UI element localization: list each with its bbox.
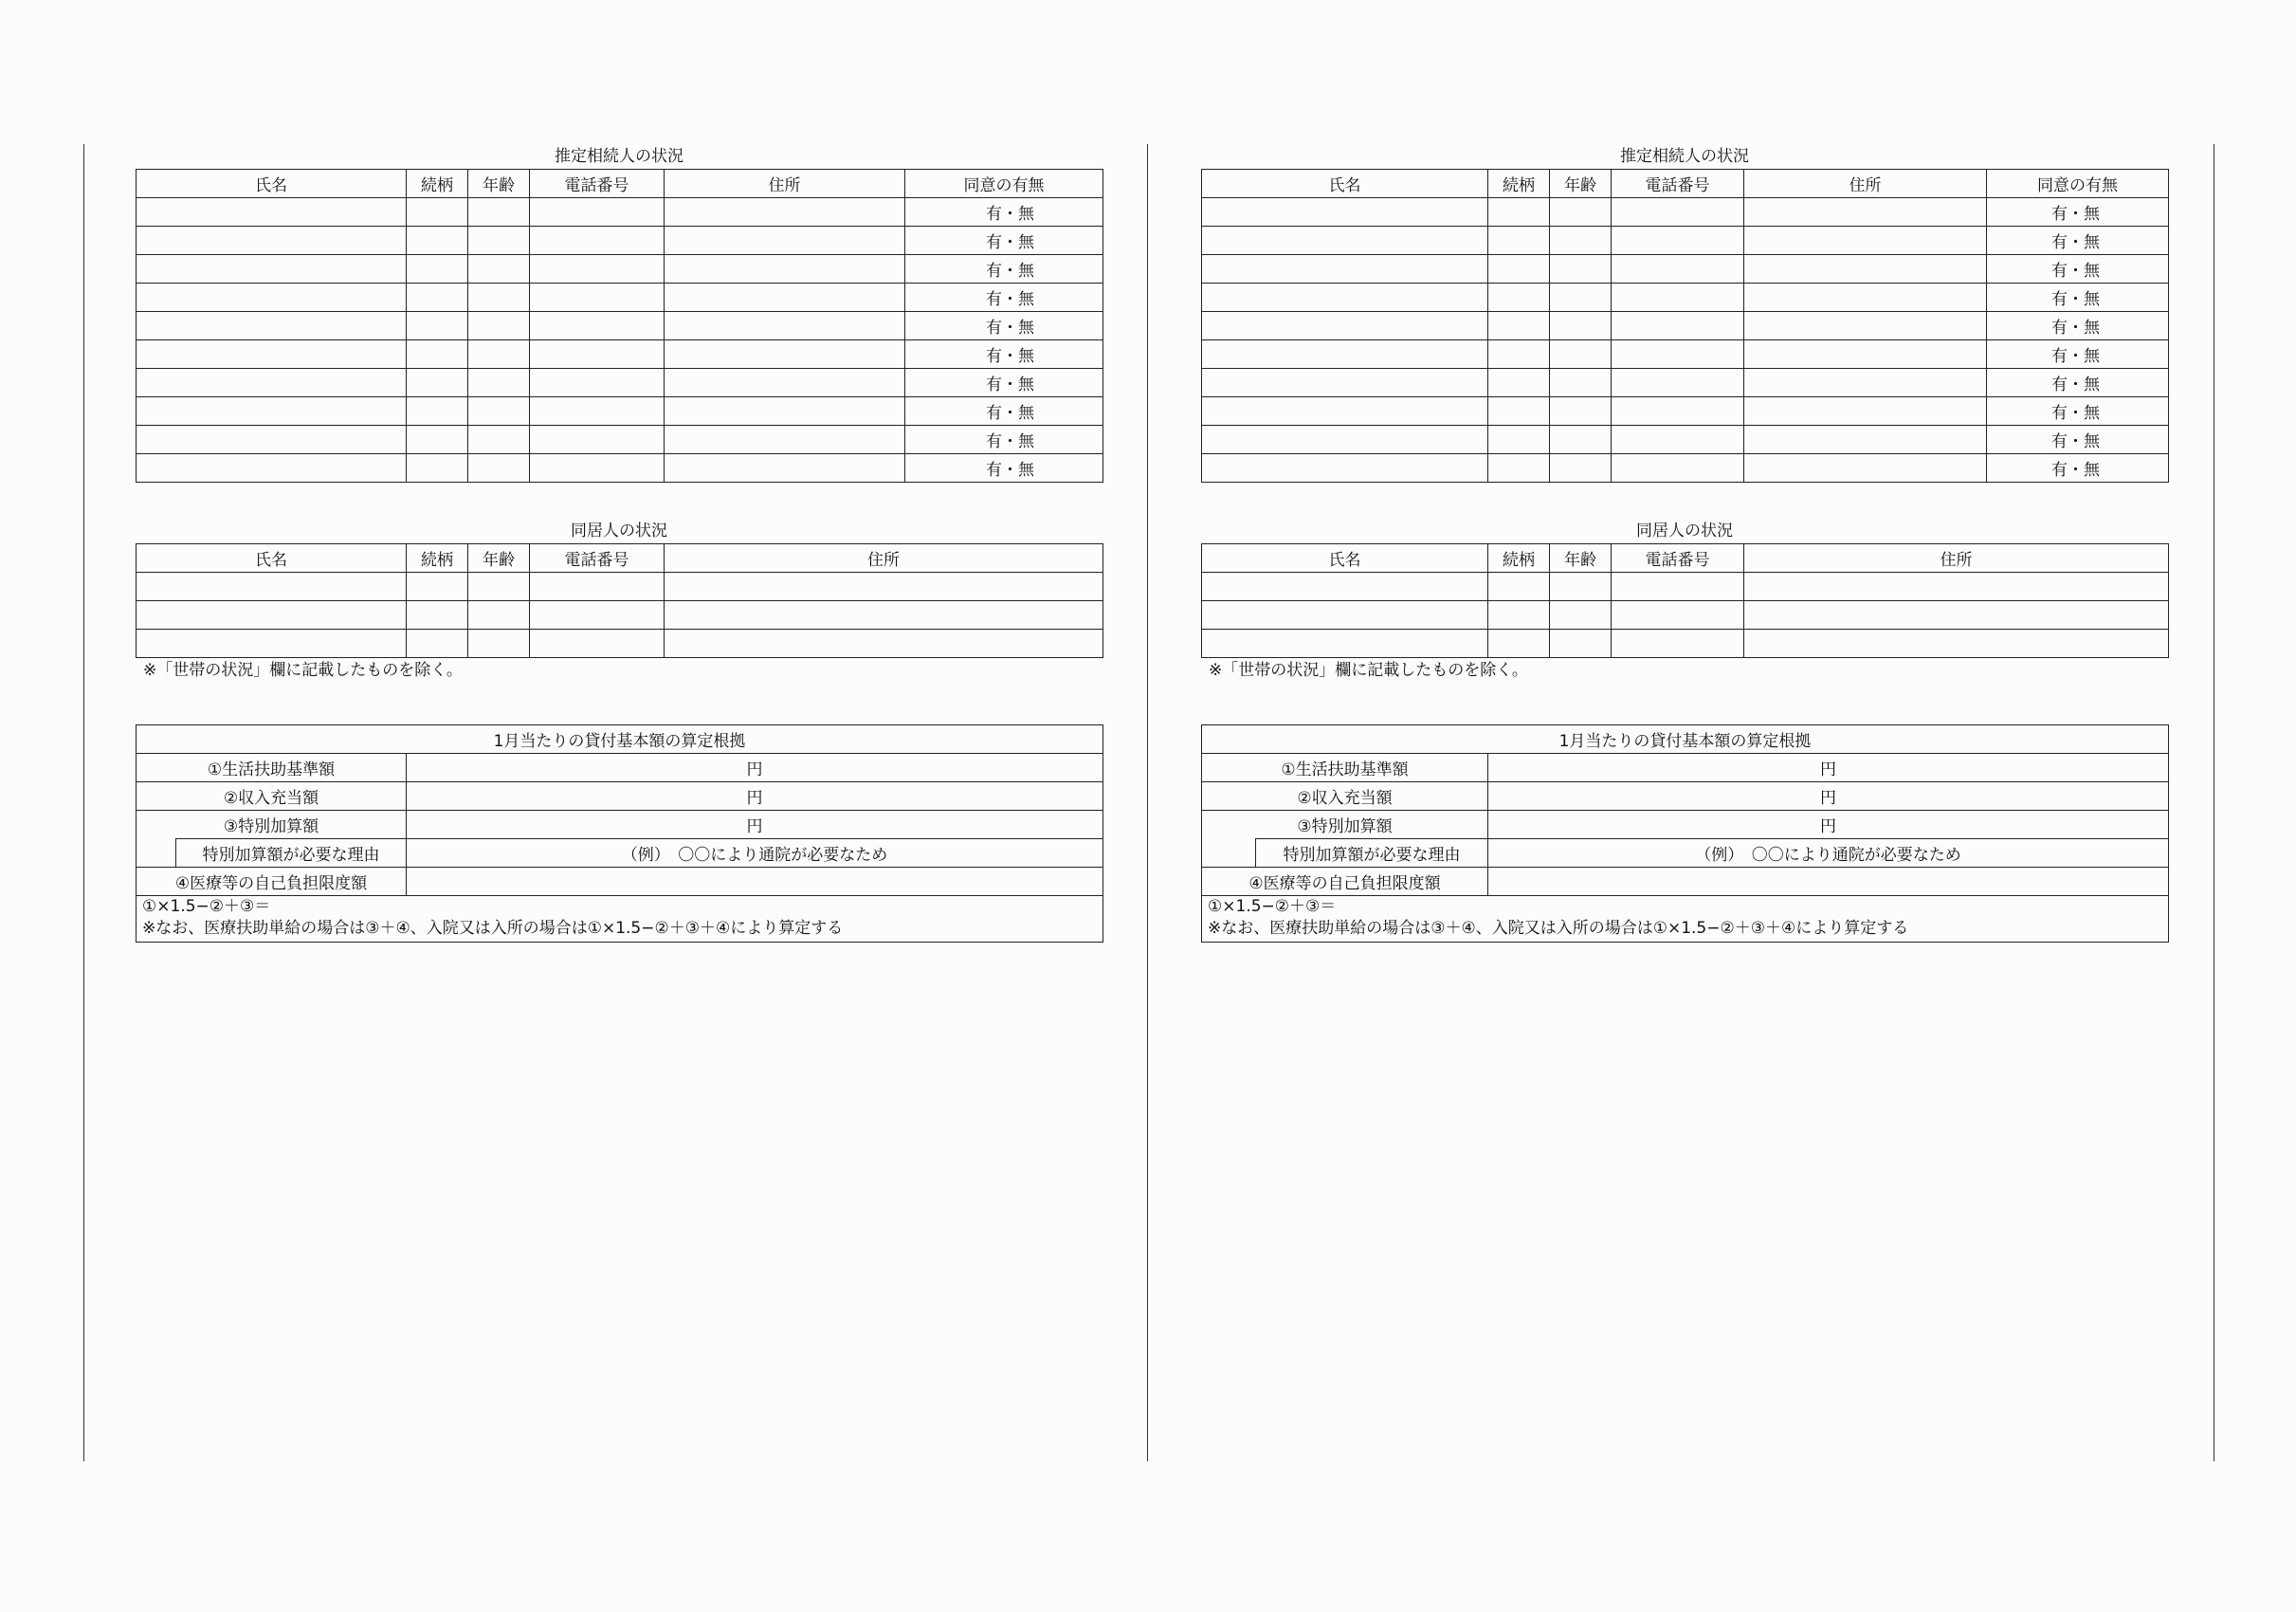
age-cell[interactable] bbox=[1550, 601, 1612, 630]
header-age: 年齢 bbox=[468, 170, 530, 198]
inheritors-title: 推定相続人の状況 bbox=[1620, 147, 1749, 166]
name-cell[interactable] bbox=[1202, 369, 1488, 397]
reason-label: 特別加算額が必要な理由 bbox=[1256, 839, 1488, 868]
relation-cell[interactable] bbox=[1488, 312, 1550, 340]
medical-limit-label: ④医療等の自己負担限度額 bbox=[1202, 868, 1488, 896]
address-cell[interactable] bbox=[1744, 601, 2169, 630]
inheritor-row bbox=[1202, 198, 2169, 227]
relation-cell[interactable] bbox=[407, 369, 468, 397]
age-cell[interactable] bbox=[468, 340, 530, 369]
header-phone: 電話番号 bbox=[1612, 170, 1744, 198]
header-phone: 電話番号 bbox=[530, 544, 665, 573]
name-cell[interactable] bbox=[137, 369, 407, 397]
inheritor-row bbox=[137, 255, 1103, 284]
inheritors-body bbox=[137, 198, 1103, 483]
relation-cell[interactable] bbox=[1488, 227, 1550, 255]
relation-cell[interactable] bbox=[407, 630, 468, 658]
name-cell[interactable] bbox=[1202, 284, 1488, 312]
relation-cell[interactable] bbox=[1488, 397, 1550, 426]
cohabitants-header-row bbox=[1202, 544, 2169, 573]
phone-cell[interactable] bbox=[530, 227, 665, 255]
phone-cell[interactable] bbox=[530, 630, 665, 658]
header-relation: 続柄 bbox=[407, 544, 468, 573]
header-relation: 続柄 bbox=[1488, 544, 1550, 573]
consent-cell[interactable]: 有・無 bbox=[1987, 312, 2169, 340]
inheritor-row bbox=[137, 369, 1103, 397]
name-cell[interactable] bbox=[1202, 397, 1488, 426]
relation-cell[interactable] bbox=[407, 397, 468, 426]
consent-cell[interactable]: 有・無 bbox=[1987, 454, 2169, 483]
inheritor-row bbox=[1202, 255, 2169, 284]
relation-cell[interactable] bbox=[407, 198, 468, 227]
age-cell[interactable] bbox=[468, 255, 530, 284]
reason-value[interactable]: （例） 〇〇により通院が必要なため bbox=[1488, 839, 2169, 868]
name-cell[interactable] bbox=[137, 630, 407, 658]
indent-cell bbox=[137, 839, 176, 868]
age-cell[interactable] bbox=[468, 630, 530, 658]
age-cell[interactable] bbox=[468, 198, 530, 227]
address-cell[interactable] bbox=[1744, 397, 1987, 426]
age-cell[interactable] bbox=[468, 284, 530, 312]
cohabitants-header-row bbox=[137, 544, 1103, 573]
phone-cell[interactable] bbox=[1612, 284, 1744, 312]
phone-cell[interactable] bbox=[530, 426, 665, 454]
name-cell[interactable] bbox=[137, 454, 407, 483]
phone-cell[interactable] bbox=[1612, 369, 1744, 397]
inheritors-header-row bbox=[137, 170, 1103, 198]
special-addition-value[interactable]: 円 bbox=[1488, 811, 2169, 839]
income-value[interactable]: 円 bbox=[1488, 782, 2169, 811]
relation-cell[interactable] bbox=[407, 601, 468, 630]
age-cell[interactable] bbox=[1550, 227, 1612, 255]
medical-limit-value[interactable] bbox=[1488, 868, 2169, 896]
header-phone: 電話番号 bbox=[1612, 544, 1744, 573]
inheritor-row bbox=[1202, 369, 2169, 397]
age-cell[interactable] bbox=[1550, 397, 1612, 426]
address-cell[interactable] bbox=[665, 630, 1103, 658]
phone-cell[interactable] bbox=[1612, 227, 1744, 255]
address-cell[interactable] bbox=[1744, 340, 1987, 369]
phone-cell[interactable] bbox=[1612, 601, 1744, 630]
cohabitants-table bbox=[136, 543, 1103, 658]
calc-table bbox=[1201, 724, 2169, 943]
address-cell[interactable] bbox=[1744, 426, 1987, 454]
special-addition-value[interactable]: 円 bbox=[407, 811, 1103, 839]
phone-cell[interactable] bbox=[530, 340, 665, 369]
header-relation: 続柄 bbox=[1488, 170, 1550, 198]
cohabitant-row bbox=[137, 573, 1103, 601]
address-cell[interactable] bbox=[1744, 454, 1987, 483]
income-label: ②収入充当額 bbox=[1202, 782, 1488, 811]
cohabitant-row bbox=[137, 630, 1103, 658]
inheritor-row bbox=[1202, 312, 2169, 340]
phone-cell[interactable] bbox=[530, 312, 665, 340]
inheritor-row bbox=[1202, 284, 2169, 312]
age-cell[interactable] bbox=[1550, 369, 1612, 397]
address-cell[interactable] bbox=[665, 369, 905, 397]
header-name: 氏名 bbox=[137, 170, 407, 198]
cohabitants-body bbox=[1202, 573, 2169, 658]
cohabitants-title: 同居人の状況 bbox=[571, 522, 667, 540]
address-cell[interactable] bbox=[665, 454, 905, 483]
address-cell[interactable] bbox=[1744, 630, 2169, 658]
relation-cell[interactable] bbox=[1488, 426, 1550, 454]
consent-cell[interactable]: 有・無 bbox=[1987, 284, 2169, 312]
name-cell[interactable] bbox=[1202, 454, 1488, 483]
consent-cell[interactable]: 有・無 bbox=[1987, 369, 2169, 397]
address-cell[interactable] bbox=[665, 397, 905, 426]
inheritor-row bbox=[137, 340, 1103, 369]
name-cell[interactable] bbox=[137, 340, 407, 369]
relation-cell[interactable] bbox=[1488, 630, 1550, 658]
header-consent: 同意の有無 bbox=[905, 170, 1103, 198]
consent-cell[interactable]: 有・無 bbox=[905, 454, 1103, 483]
consent-cell[interactable]: 有・無 bbox=[905, 340, 1103, 369]
address-cell[interactable] bbox=[1744, 284, 1987, 312]
relation-cell[interactable] bbox=[407, 454, 468, 483]
living-allowance-value[interactable]: 円 bbox=[407, 754, 1103, 782]
age-cell[interactable] bbox=[468, 227, 530, 255]
phone-cell[interactable] bbox=[1612, 426, 1744, 454]
relation-cell[interactable] bbox=[1488, 454, 1550, 483]
inheritor-row bbox=[1202, 397, 2169, 426]
calc-table bbox=[136, 724, 1103, 943]
inheritors-title: 推定相続人の状況 bbox=[555, 147, 683, 166]
consent-cell[interactable]: 有・無 bbox=[905, 255, 1103, 284]
inheritors-table bbox=[1201, 169, 2169, 483]
consent-cell[interactable]: 有・無 bbox=[1987, 227, 2169, 255]
relation-cell[interactable] bbox=[407, 284, 468, 312]
inheritors-header-row bbox=[1202, 170, 2169, 198]
reason-label: 特別加算額が必要な理由 bbox=[176, 839, 407, 868]
phone-cell[interactable] bbox=[530, 198, 665, 227]
name-cell[interactable] bbox=[1202, 601, 1488, 630]
left-margin-line bbox=[83, 144, 84, 1461]
inheritor-row bbox=[1202, 340, 2169, 369]
address-cell[interactable] bbox=[665, 198, 905, 227]
reason-value[interactable]: （例） 〇〇により通院が必要なため bbox=[407, 839, 1103, 868]
inheritors-table bbox=[136, 169, 1103, 483]
header-phone: 電話番号 bbox=[530, 170, 665, 198]
phone-cell[interactable] bbox=[530, 601, 665, 630]
header-name: 氏名 bbox=[1202, 544, 1488, 573]
consent-cell[interactable]: 有・無 bbox=[1987, 340, 2169, 369]
age-cell[interactable] bbox=[1550, 312, 1612, 340]
header-address: 住所 bbox=[665, 170, 905, 198]
relation-cell[interactable] bbox=[407, 255, 468, 284]
cohabitant-row bbox=[1202, 601, 2169, 630]
name-cell[interactable] bbox=[1202, 426, 1488, 454]
name-cell[interactable] bbox=[1202, 255, 1488, 284]
inheritor-row bbox=[137, 454, 1103, 483]
medical-limit-label: ④医療等の自己負担限度額 bbox=[137, 868, 407, 896]
cohabitants-note: ※「世帯の状況」欄に記載したものを除く。 bbox=[1209, 661, 1528, 680]
header-relation: 続柄 bbox=[407, 170, 468, 198]
relation-cell[interactable] bbox=[1488, 340, 1550, 369]
inheritor-row bbox=[1202, 426, 2169, 454]
name-cell[interactable] bbox=[1202, 227, 1488, 255]
relation-cell[interactable] bbox=[1488, 601, 1550, 630]
formula-line: ①×1.5−②＋③＝ bbox=[1208, 897, 1337, 916]
special-addition-label: ③特別加算額 bbox=[1202, 811, 1488, 839]
header-address: 住所 bbox=[1744, 170, 1987, 198]
age-cell[interactable] bbox=[1550, 284, 1612, 312]
inheritor-row bbox=[137, 198, 1103, 227]
name-cell[interactable] bbox=[137, 312, 407, 340]
relation-cell[interactable] bbox=[407, 312, 468, 340]
name-cell[interactable] bbox=[1202, 340, 1488, 369]
consent-cell[interactable]: 有・無 bbox=[905, 312, 1103, 340]
formula-cell bbox=[137, 896, 1103, 943]
age-cell[interactable] bbox=[1550, 454, 1612, 483]
consent-cell[interactable]: 有・無 bbox=[1987, 198, 2169, 227]
consent-cell[interactable]: 有・無 bbox=[905, 198, 1103, 227]
age-cell[interactable] bbox=[1550, 198, 1612, 227]
name-cell[interactable] bbox=[137, 198, 407, 227]
inheritor-row bbox=[137, 312, 1103, 340]
relation-cell[interactable] bbox=[1488, 198, 1550, 227]
header-consent: 同意の有無 bbox=[1987, 170, 2169, 198]
phone-cell[interactable] bbox=[530, 284, 665, 312]
relation-cell[interactable] bbox=[407, 227, 468, 255]
calc-title: 1月当たりの貸付基本額の算定根拠 bbox=[1202, 725, 2169, 754]
cohabitants-table bbox=[1201, 543, 2169, 658]
address-cell[interactable] bbox=[1744, 312, 1987, 340]
cohabitants-body bbox=[137, 573, 1103, 658]
formula-note: ※なお、医療扶助単給の場合は③＋④、入院又は入所の場合は①×1.5−②＋③＋④により算定する bbox=[1208, 919, 1909, 938]
consent-cell[interactable]: 有・無 bbox=[905, 397, 1103, 426]
address-cell[interactable] bbox=[665, 340, 905, 369]
address-cell[interactable] bbox=[665, 426, 905, 454]
name-cell[interactable] bbox=[137, 573, 407, 601]
age-cell[interactable] bbox=[468, 454, 530, 483]
consent-cell[interactable]: 有・無 bbox=[1987, 426, 2169, 454]
living-allowance-label: ①生活扶助基準額 bbox=[137, 754, 407, 782]
name-cell[interactable] bbox=[137, 255, 407, 284]
age-cell[interactable] bbox=[1550, 255, 1612, 284]
consent-cell[interactable]: 有・無 bbox=[905, 426, 1103, 454]
phone-cell[interactable] bbox=[1612, 340, 1744, 369]
inheritor-row bbox=[1202, 227, 2169, 255]
phone-cell[interactable] bbox=[530, 454, 665, 483]
phone-cell[interactable] bbox=[530, 573, 665, 601]
name-cell[interactable] bbox=[137, 397, 407, 426]
left-page bbox=[136, 144, 1102, 943]
cohabitant-row bbox=[1202, 573, 2169, 601]
age-cell[interactable] bbox=[468, 573, 530, 601]
formula-line: ①×1.5−②＋③＝ bbox=[142, 897, 271, 916]
address-cell[interactable] bbox=[1744, 198, 1987, 227]
header-address: 住所 bbox=[665, 544, 1103, 573]
relation-cell[interactable] bbox=[1488, 284, 1550, 312]
name-cell[interactable] bbox=[1202, 630, 1488, 658]
inheritors-body bbox=[1202, 198, 2169, 483]
formula-cell bbox=[1202, 896, 2169, 943]
consent-cell[interactable]: 有・無 bbox=[905, 227, 1103, 255]
relation-cell[interactable] bbox=[407, 340, 468, 369]
consent-cell[interactable]: 有・無 bbox=[1987, 397, 2169, 426]
name-cell[interactable] bbox=[137, 284, 407, 312]
inheritor-row bbox=[137, 284, 1103, 312]
income-label: ②収入充当額 bbox=[137, 782, 407, 811]
consent-cell[interactable]: 有・無 bbox=[1987, 255, 2169, 284]
age-cell[interactable] bbox=[1550, 573, 1612, 601]
name-cell[interactable] bbox=[1202, 573, 1488, 601]
phone-cell[interactable] bbox=[1612, 454, 1744, 483]
phone-cell[interactable] bbox=[1612, 312, 1744, 340]
living-allowance-value[interactable]: 円 bbox=[1488, 754, 2169, 782]
address-cell[interactable] bbox=[665, 227, 905, 255]
age-cell[interactable] bbox=[1550, 340, 1612, 369]
age-cell[interactable] bbox=[1550, 426, 1612, 454]
calc-title: 1月当たりの貸付基本額の算定根拠 bbox=[137, 725, 1103, 754]
right-page bbox=[1201, 144, 2168, 943]
income-value[interactable]: 円 bbox=[407, 782, 1103, 811]
inheritor-row bbox=[137, 426, 1103, 454]
relation-cell[interactable] bbox=[1488, 369, 1550, 397]
inheritor-row bbox=[137, 227, 1103, 255]
cohabitant-row bbox=[137, 601, 1103, 630]
phone-cell[interactable] bbox=[1612, 255, 1744, 284]
phone-cell[interactable] bbox=[1612, 573, 1744, 601]
phone-cell[interactable] bbox=[530, 397, 665, 426]
name-cell[interactable] bbox=[137, 426, 407, 454]
header-address: 住所 bbox=[1744, 544, 2169, 573]
cohabitant-row bbox=[1202, 630, 2169, 658]
age-cell[interactable] bbox=[468, 426, 530, 454]
inheritor-row bbox=[137, 397, 1103, 426]
relation-cell[interactable] bbox=[407, 426, 468, 454]
address-cell[interactable] bbox=[1744, 369, 1987, 397]
relation-cell[interactable] bbox=[1488, 255, 1550, 284]
cohabitants-title: 同居人の状況 bbox=[1636, 522, 1733, 540]
header-age: 年齢 bbox=[468, 544, 530, 573]
formula-note: ※なお、医療扶助単給の場合は③＋④、入院又は入所の場合は①×1.5−②＋③＋④により算定する bbox=[142, 919, 844, 938]
cohabitants-note: ※「世帯の状況」欄に記載したものを除く。 bbox=[143, 661, 463, 680]
age-cell[interactable] bbox=[1550, 630, 1612, 658]
address-cell[interactable] bbox=[665, 312, 905, 340]
header-name: 氏名 bbox=[1202, 170, 1488, 198]
address-cell[interactable] bbox=[1744, 573, 2169, 601]
name-cell[interactable] bbox=[137, 601, 407, 630]
medical-limit-value[interactable] bbox=[407, 868, 1103, 896]
consent-cell[interactable]: 有・無 bbox=[905, 284, 1103, 312]
age-cell[interactable] bbox=[468, 312, 530, 340]
header-name: 氏名 bbox=[137, 544, 407, 573]
address-cell[interactable] bbox=[1744, 255, 1987, 284]
header-age: 年齢 bbox=[1550, 170, 1612, 198]
living-allowance-label: ①生活扶助基準額 bbox=[1202, 754, 1488, 782]
consent-cell[interactable]: 有・無 bbox=[905, 369, 1103, 397]
inheritor-row bbox=[1202, 454, 2169, 483]
center-divider-line bbox=[1147, 144, 1148, 1461]
header-age: 年齢 bbox=[1550, 544, 1612, 573]
indent-cell bbox=[1202, 839, 1256, 868]
relation-cell[interactable] bbox=[1488, 573, 1550, 601]
address-cell[interactable] bbox=[665, 255, 905, 284]
address-cell[interactable] bbox=[1744, 227, 1987, 255]
phone-cell[interactable] bbox=[1612, 397, 1744, 426]
name-cell[interactable] bbox=[137, 227, 407, 255]
phone-cell[interactable] bbox=[530, 255, 665, 284]
special-addition-label: ③特別加算額 bbox=[137, 811, 407, 839]
age-cell[interactable] bbox=[468, 601, 530, 630]
address-cell[interactable] bbox=[665, 284, 905, 312]
phone-cell[interactable] bbox=[1612, 630, 1744, 658]
age-cell[interactable] bbox=[468, 369, 530, 397]
name-cell[interactable] bbox=[1202, 312, 1488, 340]
age-cell[interactable] bbox=[468, 397, 530, 426]
address-cell[interactable] bbox=[665, 601, 1103, 630]
name-cell[interactable] bbox=[1202, 198, 1488, 227]
phone-cell[interactable] bbox=[1612, 198, 1744, 227]
address-cell[interactable] bbox=[665, 573, 1103, 601]
relation-cell[interactable] bbox=[407, 573, 468, 601]
phone-cell[interactable] bbox=[530, 369, 665, 397]
